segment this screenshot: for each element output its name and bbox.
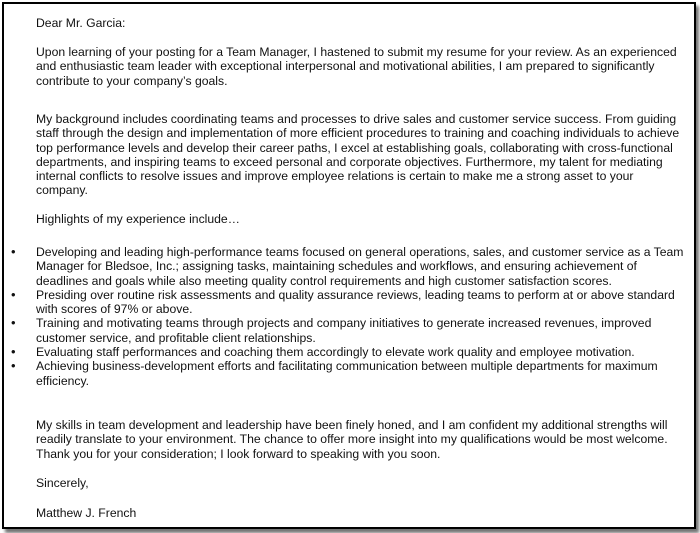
cover-letter [4,4,694,527]
opening-paragraph: Upon learning of your posting for a Team Manager, I hastened to submit my resume for your review. As an experienced and enthusiastic team leader with exceptional interpersonal and motivational abilities, I am prepared to significantly contribute to your company’s goals. [36,45,677,88]
bullet-icon: • [11,358,16,374]
list-item [4,288,686,317]
bullet-icon: • [11,344,16,360]
document-frame [2,2,696,529]
list-item-text: Presiding over routine risk assessments and quality assurance reviews, leading teams to perform at or above standard with scores of 97% or above. [36,287,675,317]
list-item [4,316,686,345]
list-item-text: Developing and leading high-performance teams focused on general operations, sales, and customer service as a Team Manager for Bledsoe, Inc.; assigning tasks, maintaining schedules and workflows, and ensuring achievement of deadlines and goals while also meeting quality control requirements and high customer satisfaction scores. [36,245,684,288]
bullet-icon: • [11,244,16,259]
signature-name: Matthew J. French [36,506,137,520]
complimentary-close: Sincerely, [36,476,89,490]
background-paragraph: My background includes coordinating teams and processes to drive sales and customer service success. From guiding staff through the design and implementation of more efficient procedures to training and coaching individuals to achieve top performance levels and develop their career paths, I excel at establishing goals, collaborating with cross-functional departments, and inspiring teams to exceed personal and corporate objectives. Furthermore, my talent for mediating internal conflicts to resolve issues and improve employee relations is certain to make me a strong asset to your company. [36,112,680,198]
bullet-icon: • [11,315,16,331]
highlights-list [4,245,694,388]
list-item-text: Achieving business-development efforts and facilitating communication between multiple departments for maximum efficiency. [36,359,658,388]
closing-paragraph: My skills in team development and leadership have been finely honed, and I am confident my additional strengths will readily translate to your environment. The chance to offer more insight into my qualifications would be most welcome. Thank you for your consideration; I look forward to speaking with you soon. [36,418,668,461]
bullet-icon: • [11,286,16,302]
list-item-text: Training and motivating teams through projects and company initiatives to generate increased revenues, improved customer service, and profitable client relationships. [36,316,652,345]
list-item [4,345,686,359]
list-item [4,359,686,388]
list-item-text: Evaluating staff performances and coaching them accordingly to elevate work quality and employee motivation. [36,345,635,360]
list-item [4,245,686,288]
salutation: Dear Mr. Garcia: [36,16,126,30]
highlights-intro: Highlights of my experience include… [36,212,240,226]
